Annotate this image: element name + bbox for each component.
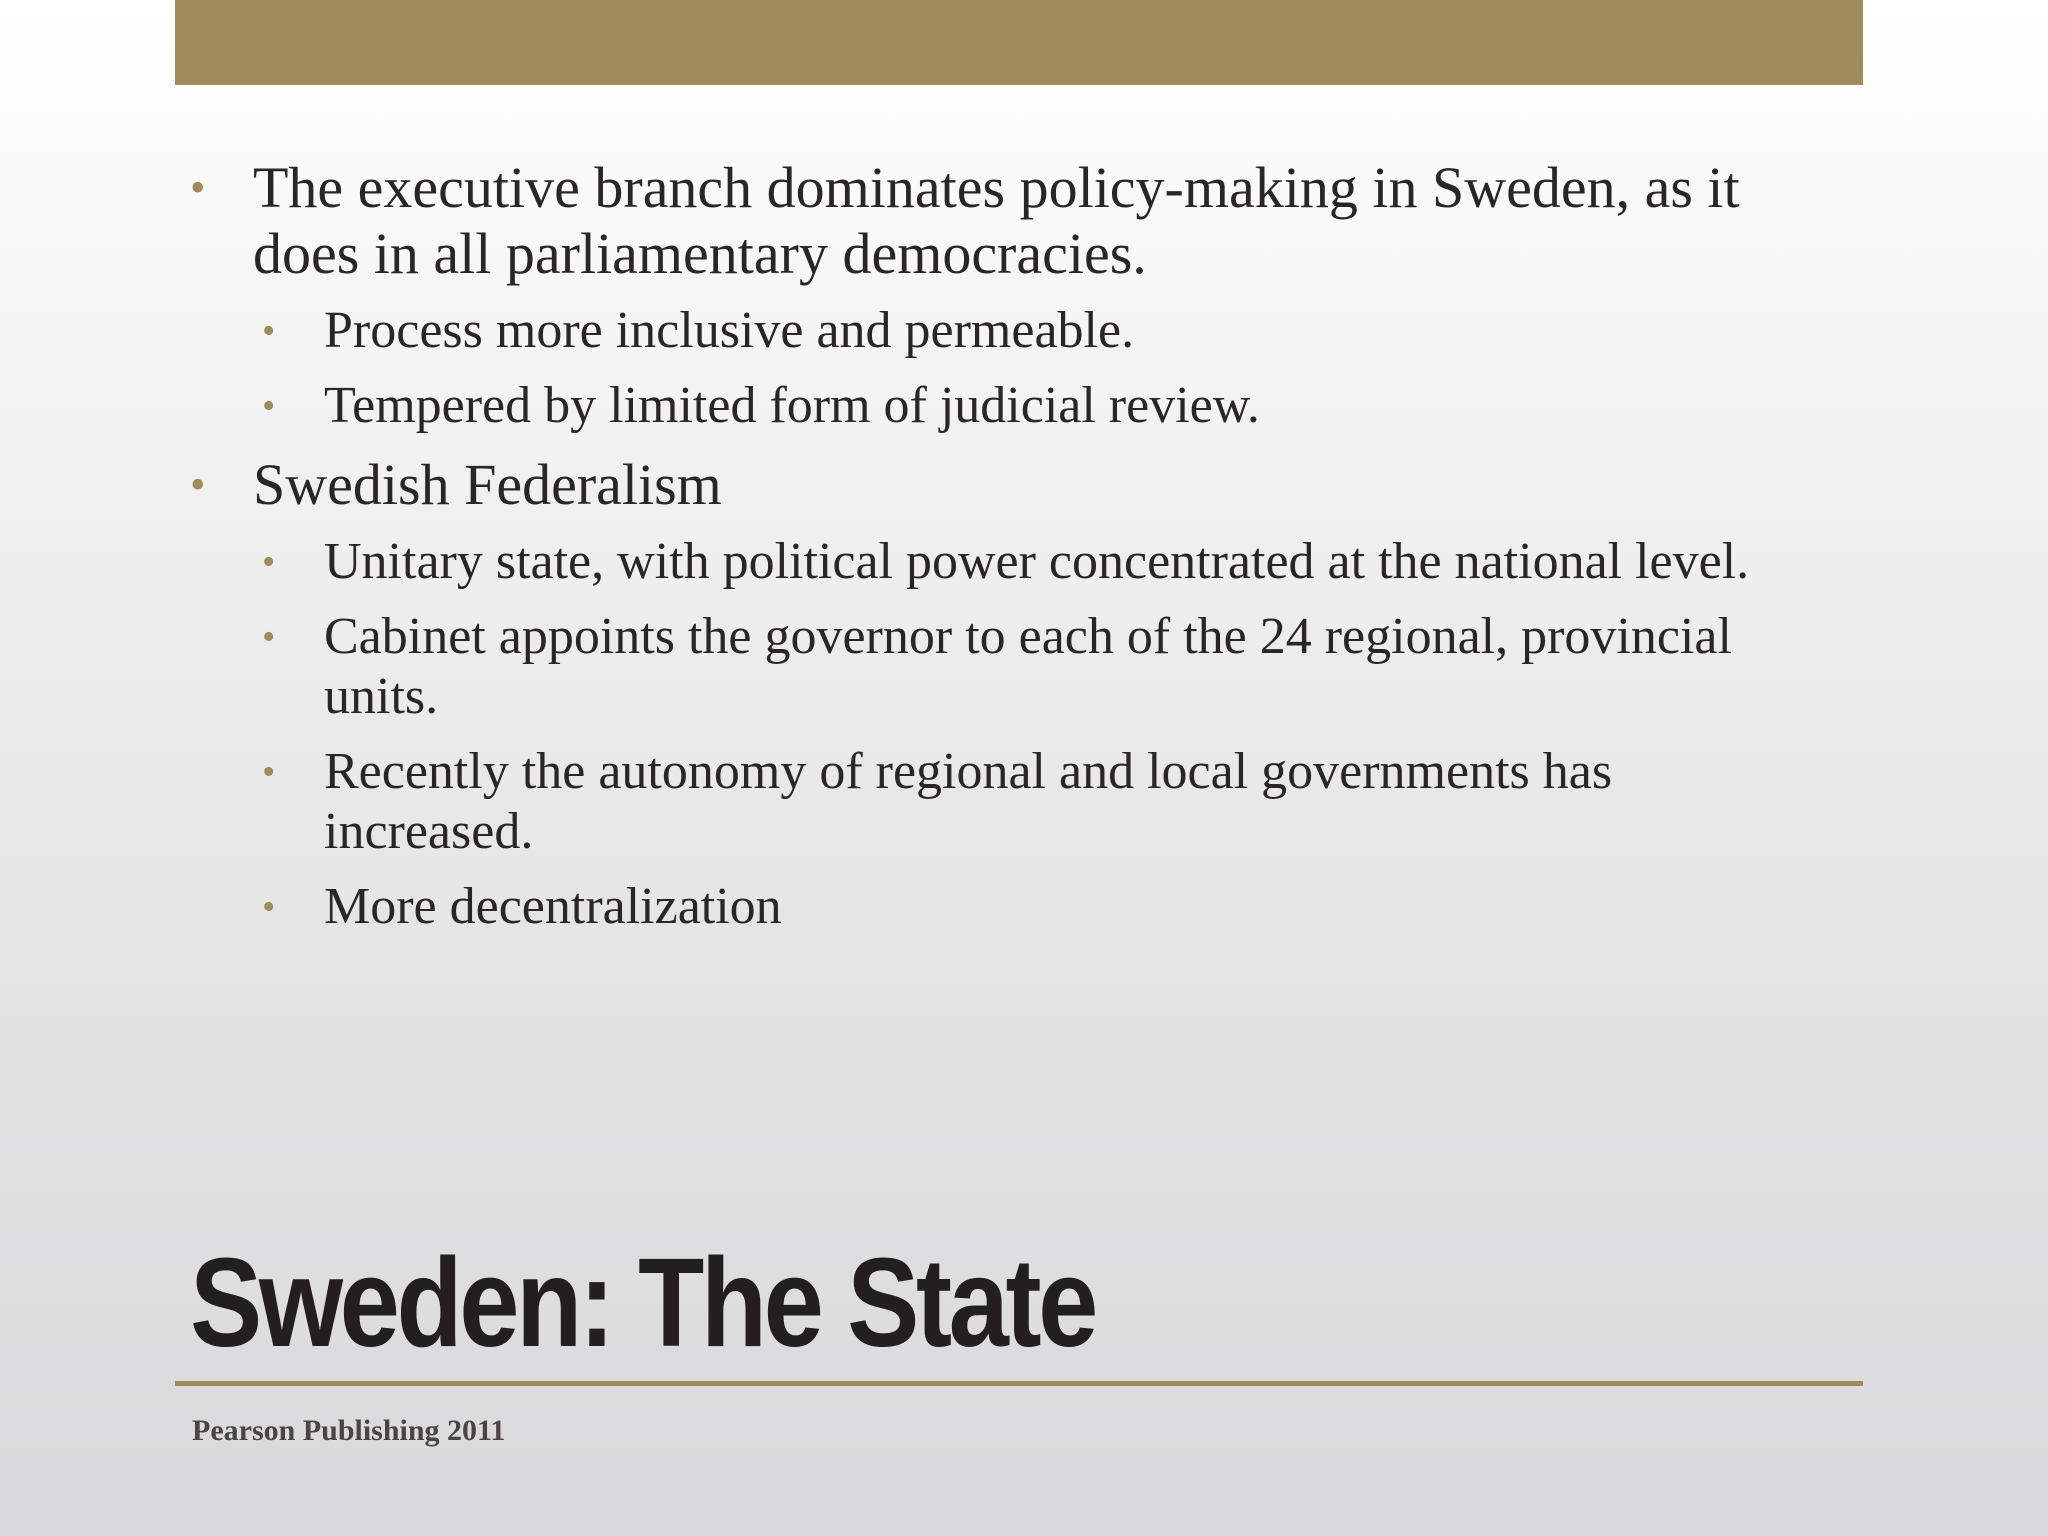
sub-bullet-item (190, 742, 1830, 862)
bullet-dot-icon: • (262, 310, 276, 352)
title-underline-rule (175, 1381, 1863, 1386)
sub-bullet-text: Cabinet appoints the governor to each of the 24 regional, provincial units. (324, 608, 1732, 725)
footer-credit: Pearson Publishing 2011 (192, 1414, 506, 1447)
bullet-dot-icon: • (262, 751, 276, 793)
bullet-text: Swedish Federalism (253, 452, 722, 517)
sub-bullet-text: Tempered by limited form of judicial review. (324, 377, 1260, 434)
sub-bullet-item (190, 376, 1830, 436)
sub-bullet-list (190, 532, 1830, 937)
bullet-text: The executive branch dominates policy-making in Sweden, as it does in all parliamentary democracies. (253, 155, 1740, 286)
bullet-item (190, 155, 1830, 287)
bullet-dot-icon: • (262, 886, 276, 928)
sub-bullet-item (190, 301, 1830, 361)
sub-bullet-text: Unitary state, with political power concentrated at the national level. (324, 533, 1750, 590)
bullet-dot-icon: • (262, 385, 276, 427)
sub-bullet-item (190, 607, 1830, 727)
bullet-dot-icon: • (190, 460, 206, 509)
sub-bullet-text: Recently the autonomy of regional and local governments has increased. (324, 743, 1613, 860)
bullet-dot-icon: • (262, 541, 276, 583)
slide-title: Sweden: The State (190, 1232, 1095, 1373)
slide-body (190, 155, 1830, 953)
bullet-dot-icon: • (262, 616, 276, 658)
bullet-dot-icon: • (190, 163, 206, 212)
sub-bullet-text: More decentralization (324, 878, 782, 935)
header-accent-bar (175, 0, 1863, 85)
sub-bullet-item (190, 532, 1830, 592)
sub-bullet-item (190, 877, 1830, 937)
sub-bullet-list (190, 301, 1830, 436)
sub-bullet-text: Process more inclusive and permeable. (324, 302, 1135, 359)
bullet-item (190, 452, 1830, 518)
